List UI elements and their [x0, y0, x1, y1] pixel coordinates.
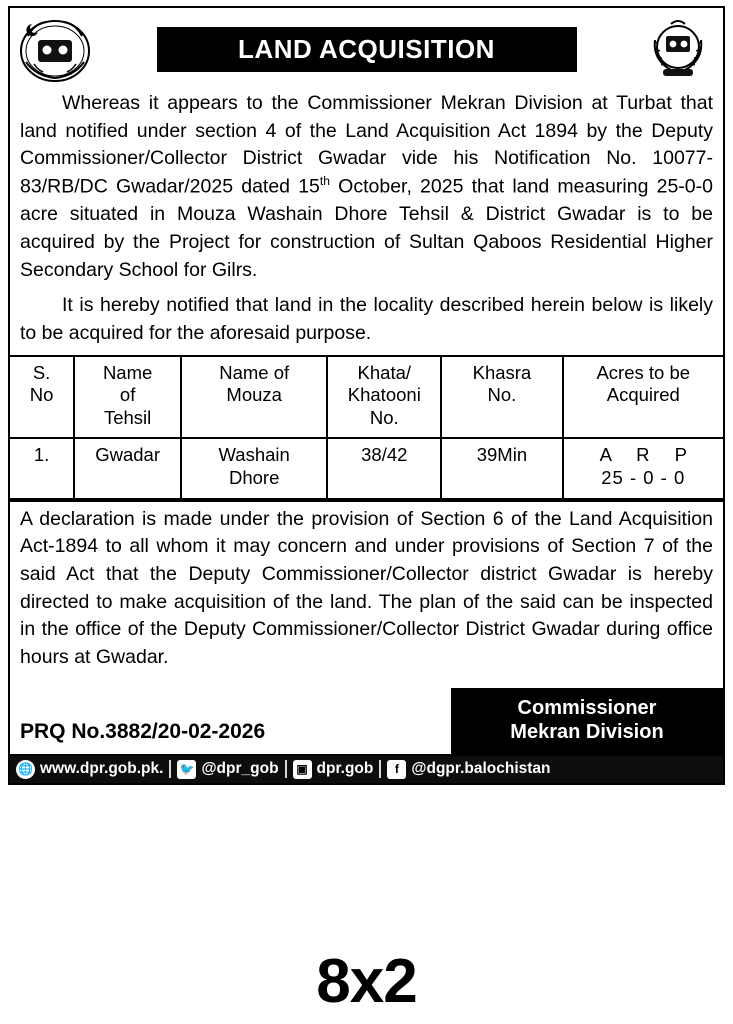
footer-divider [285, 760, 287, 778]
advert-size-label: 8x2 [316, 947, 417, 1016]
footer-divider [379, 760, 381, 778]
cell-mouza-line1: Washain [218, 444, 290, 466]
table-header-row [10, 356, 723, 439]
cell-sno: 1. [10, 438, 74, 498]
footer-website[interactable] [16, 760, 163, 779]
land-acquisition-notice [8, 6, 725, 785]
column-header-acres [563, 356, 723, 439]
column-header-tehsil-line1: Name [102, 361, 153, 383]
column-header-khata-line3: No. [369, 406, 399, 428]
facebook-icon: f [387, 760, 406, 779]
page-title-text: LAND ACQUISITION [238, 33, 495, 64]
signature-designation: Commissioner [517, 696, 657, 719]
footer-instagram-text: dpr.gob [316, 760, 374, 778]
footer-social-bar [10, 754, 723, 783]
paragraph-notified: It is hereby notified that land in the locality described herein below is likely to be acquired for the aforesaid purpose. [20, 294, 713, 344]
land-details-table [10, 355, 723, 500]
column-header-khasra [441, 356, 562, 439]
declaration-paragraph: A declaration is made under the provision of Section 6 of the Land Acquisition Act-1894 to all whom it may concern and under provisions of Section 7 of the said Act that the Deputy Commissioner/Collector district Gwadar is hereby directed to make acquisition of the land. The plan of the said can be inspected in the office of the Deputy Commissioner/Collector District Gwadar during office hours at Gwadar. [10, 500, 723, 678]
column-header-sno-line2: No [29, 384, 54, 406]
cell-khata: 38/42 [327, 438, 441, 498]
column-header-tehsil-line2: of [119, 384, 136, 406]
prq-number: PRQ No.3882/20-02-2026 [20, 719, 266, 743]
cell-mouza-line2: Dhore [228, 466, 280, 488]
footer-facebook[interactable] [387, 760, 550, 779]
column-header-khata-line2: Khatooni [347, 384, 421, 406]
date-ordinal-suffix: th [319, 174, 330, 189]
signature-block [451, 688, 723, 754]
twitter-bird-icon: 🐦 [177, 760, 196, 779]
footer-divider [169, 760, 171, 778]
column-header-mouza [181, 356, 327, 439]
column-header-tehsil [74, 356, 181, 439]
footer-twitter[interactable] [177, 760, 278, 779]
footer-twitter-text: @dpr_gob [201, 760, 279, 778]
globe-icon: 🌐 [16, 760, 35, 779]
instagram-icon: ▣ [293, 760, 312, 779]
signature-row [10, 688, 723, 754]
column-header-khata-line1: Khata/ [357, 361, 412, 383]
footer-facebook-text: @dgpr.balochistan [411, 760, 551, 778]
column-header-khasra-line2: No. [487, 384, 517, 406]
cell-mouza [181, 438, 327, 498]
column-header-khasra-line1: Khasra [472, 361, 532, 383]
column-header-mouza-line2: Mouza [226, 384, 282, 406]
balochistan-government-crest-icon [18, 14, 92, 84]
footer-instagram[interactable] [293, 760, 374, 779]
notice-header [10, 8, 723, 88]
column-header-sno [10, 356, 74, 439]
signature-division: Mekran Division [510, 720, 664, 743]
paragraph-whereas [10, 90, 723, 284]
page-title [157, 27, 577, 72]
column-header-acres-line1: Acres to be [596, 361, 691, 383]
column-header-mouza-line1: Name of [219, 361, 290, 383]
column-header-acres-line2: Acquired [606, 384, 680, 406]
table-row [10, 438, 723, 498]
balochistan-government-emblem-icon [641, 14, 715, 84]
cell-khasra: 39Min [441, 438, 562, 498]
cell-tehsil: Gwadar [74, 438, 181, 498]
footer-website-text: www.dpr.gob.pk. [40, 760, 164, 778]
cell-acres [563, 438, 723, 498]
cell-acres-units: A R P [599, 444, 697, 466]
column-header-tehsil-line3: Tehsil [103, 406, 152, 428]
cell-acres-value: 25 - 0 - 0 [601, 466, 686, 488]
paragraph-whereas-post: October, 2025 that land measuring 25-0-0 acre situated in Mouza Washain Dhore Tehsil & District Gwadar is to be acquired by the Project for construction of Sultan Qaboos Residential Higher Secondary School for Gilrs. [20, 175, 713, 281]
column-header-khata [327, 356, 441, 439]
paragraph-whereas-pre: Whereas it appears to the Commissioner Mekran Division at Turbat that land notified under section 4 of the Land Acquisition Act 1894 by the Deputy Commissioner/Collector District Gwadar vide his Notification No. 10077-83/RB/DC Gwadar/2025 dated 15 [20, 92, 713, 198]
column-header-sno-line1: S. [32, 361, 51, 383]
